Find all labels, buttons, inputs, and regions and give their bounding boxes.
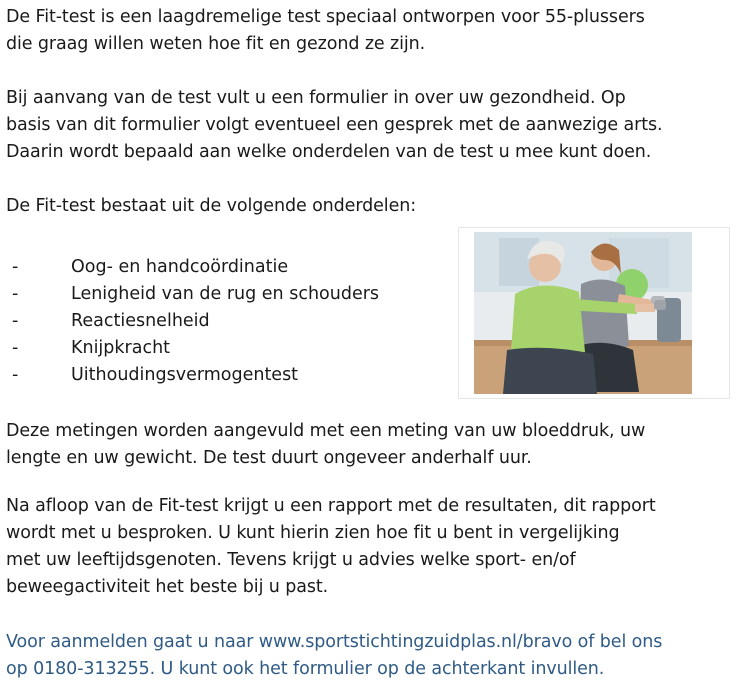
parts-heading: De Fit-test bestaat uit de volgende onderdelen: [6,196,417,216]
start-paragraph [6,85,731,166]
list-dash: - [12,338,19,358]
list-dash: - [12,311,19,331]
report-line-4: beweegactiviteit het beste bij u past. [6,577,329,597]
intro-line-2: die graag willen weten hoe fit en gezond ze zijn. [6,34,426,54]
intro-line-1: De Fit-test is een laagdremelige test speciaal ontworpen voor 55-plussers [6,7,645,27]
start-line-2: basis van dit formulier volgt eventueel een gesprek met de aanwezige arts. [6,115,663,135]
measurements-paragraph [6,418,731,472]
report-line-2: wordt met u besproken. U kunt hierin zien hoe fit u bent in vergelijking [6,523,620,543]
intro-paragraph [6,4,731,58]
measurements-line-2: lengte en uw gewicht. De test duurt ongeveer anderhalf uur. [6,448,532,468]
contact-paragraph [6,629,731,683]
start-line-3: Daarin wordt bepaald aan welke onderdelen van de test u mee kunt doen. [6,142,652,162]
list-dash: - [12,365,19,385]
list-item-label: Uithoudingsvermogentest [71,365,299,385]
start-line-1: Bij aanvang van de test vult u een formulier in over uw gezondheid. Op [6,88,626,108]
list-item-label: Lenigheid van de rug en schouders [71,284,380,304]
fitness-photo-illustration [459,228,729,398]
report-paragraph [6,493,731,601]
report-line-3: met uw leeftijdsgenoten. Tevens krijgt u advies welke sport- en/of [6,550,576,570]
fitness-photo [458,227,730,399]
parts-heading-block [6,193,731,220]
contact-line-1: Voor aanmelden gaat u naar www.sportstichtingzuidplas.nl/bravo of bel ons [6,632,663,652]
list-dash: - [12,284,19,304]
list-dash: - [12,257,19,277]
list-item-label: Oog- en handcoördinatie [71,257,289,277]
list-item-label: Reactiesnelheid [71,311,210,331]
contact-line-2: op 0180-313255. U kunt ook het formulier op de achterkant invullen. [6,659,605,679]
list-item-label: Knijpkracht [71,338,171,358]
measurements-line-1: Deze metingen worden aangevuld met een meting van uw bloeddruk, uw [6,421,646,441]
report-line-1: Na afloop van de Fit-test krijgt u een rapport met de resultaten, dit rapport [6,496,656,516]
